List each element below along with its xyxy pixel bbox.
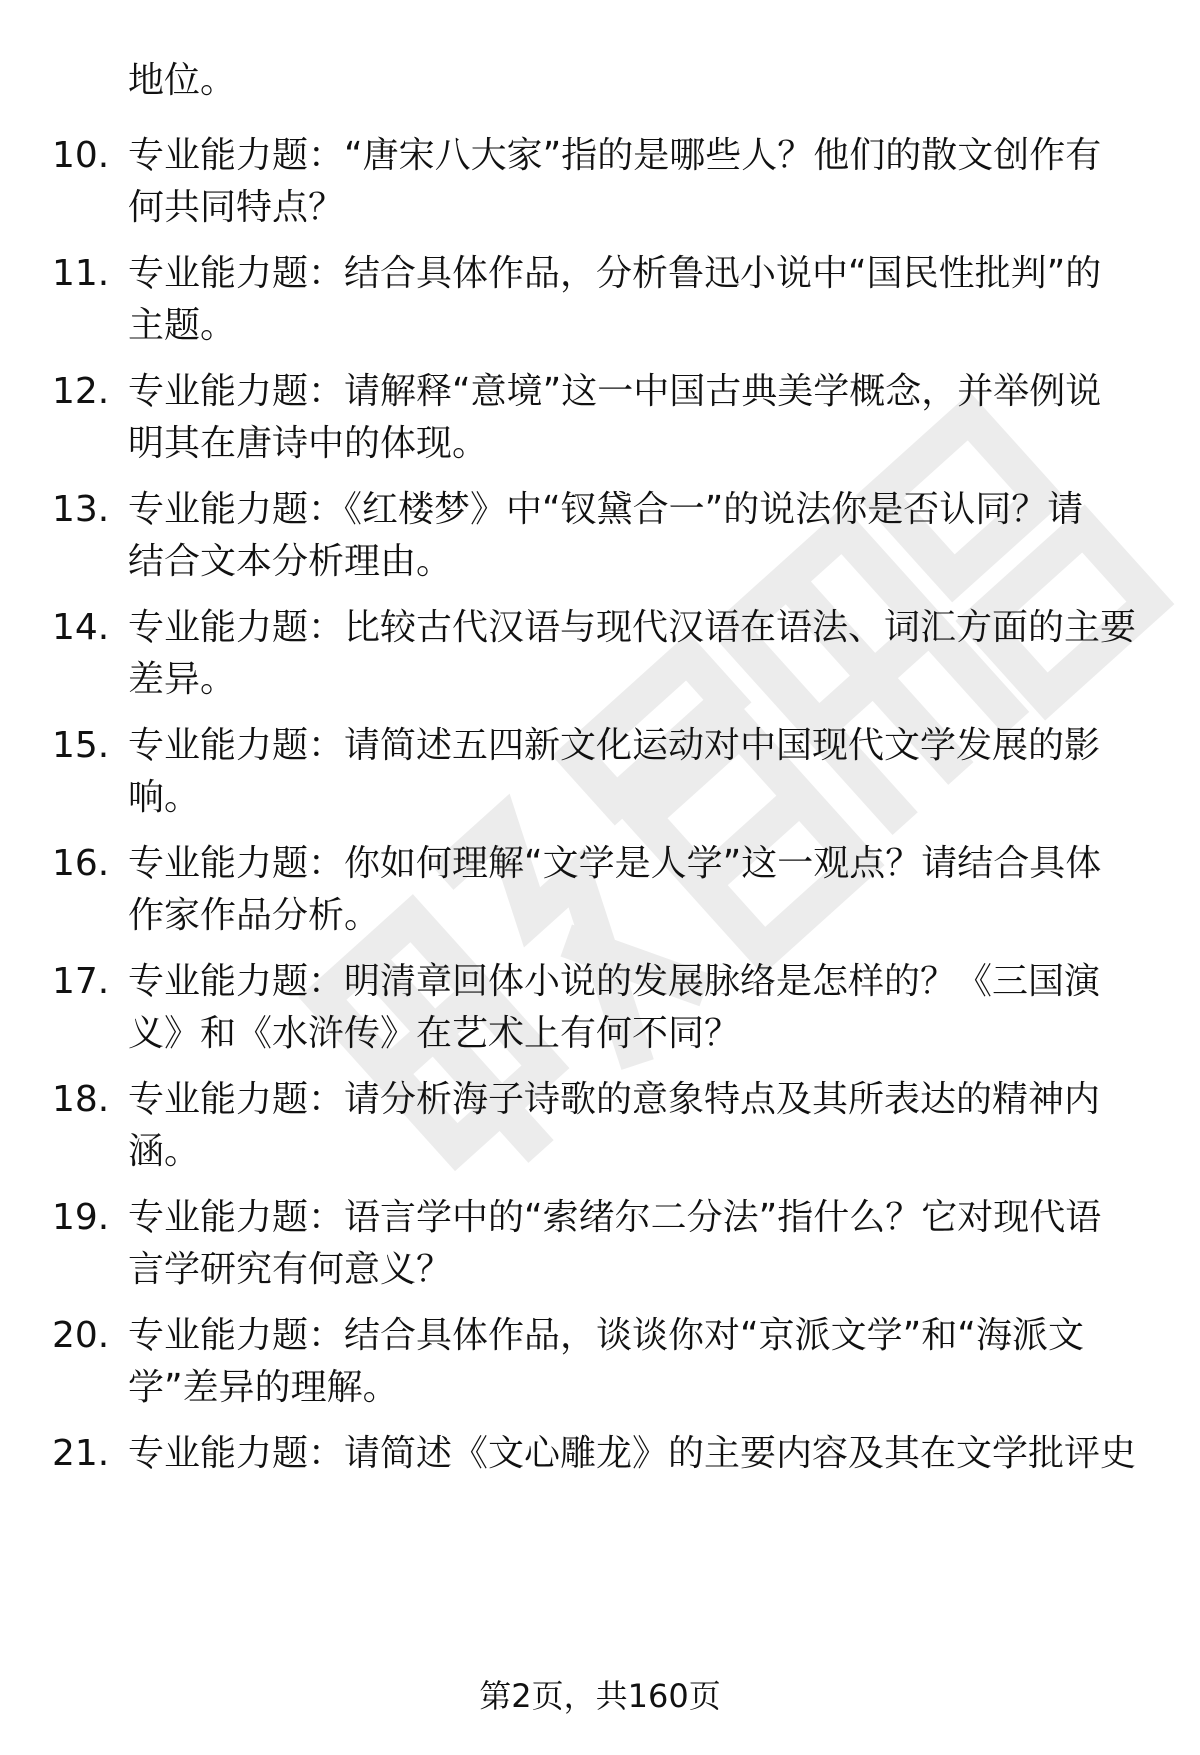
question-text-line: 专业能力题：你如何理解“文学是人学”这一观点？请结合具体: [128, 843, 1102, 884]
question-item: [0, 248, 1200, 358]
question-item: [0, 1428, 1200, 1538]
question-text-line: 主题。: [128, 305, 237, 346]
question-number: 21.: [52, 1433, 110, 1474]
question-text: [128, 130, 1158, 234]
question-number: 14.: [52, 607, 110, 648]
question-item: [0, 1310, 1200, 1420]
question-text-line: 何共同特点？: [128, 187, 345, 228]
question-text-line: 专业能力题：请分析海子诗歌的意象特点及其所表达的精神内: [128, 1079, 1101, 1120]
question-text-line: 专业能力题：请解释“意境”这一中国古典美学概念，并举例说: [128, 371, 1102, 412]
question-number: 18.: [52, 1079, 110, 1120]
question-number: 13.: [52, 489, 110, 530]
question-text: [128, 1428, 1158, 1480]
question-number: 10.: [52, 135, 110, 176]
question-text-line: 作家作品分析。: [128, 895, 381, 936]
question-text: [128, 484, 1158, 588]
question-text-line: 差异。: [128, 659, 237, 700]
question-text-line: 专业能力题：结合具体作品，分析鲁迅小说中“国民性批判”的: [128, 253, 1102, 294]
question-text-line: 专业能力题：《红楼梦》中“钗黛合一”的说法你是否认同？请: [128, 489, 1084, 530]
question-item: [0, 484, 1200, 594]
question-number: 17.: [52, 961, 110, 1002]
question-text-line: 涵。: [128, 1131, 201, 1172]
question-text-line: 专业能力题：比较古代汉语与现代汉语在语法、词汇方面的主要: [128, 607, 1137, 648]
question-text: [128, 1310, 1158, 1414]
question-item: [0, 838, 1200, 948]
question-number: 12.: [52, 371, 110, 412]
question-text-line: 专业能力题：“唐宋八大家”指的是哪些人？他们的散文创作有: [128, 135, 1102, 176]
question-item: [0, 1074, 1200, 1184]
question-number: 15.: [52, 725, 110, 766]
question-text: [128, 838, 1158, 942]
question-number: 11.: [52, 253, 110, 294]
question-text-line: 结合文本分析理由。: [128, 541, 453, 582]
question-text: [128, 1074, 1158, 1178]
question-text-line: 专业能力题：结合具体作品，谈谈你对“京派文学”和“海派文: [128, 1315, 1084, 1356]
question-item: [0, 366, 1200, 476]
question-text-line: 言学研究有何意义？: [128, 1249, 453, 1290]
question-text-line: 专业能力题：请简述《文心雕龙》的主要内容及其在文学批评史: [128, 1433, 1137, 1474]
question-text: [128, 248, 1158, 352]
question-text: [128, 366, 1158, 470]
question-text: [128, 602, 1158, 706]
question-text-line: 专业能力题：明清章回体小说的发展脉络是怎样的？《三国演: [128, 961, 1101, 1002]
page-footer: 第2页，共160页: [479, 1677, 721, 1715]
question-text-line: 专业能力题：请简述五四新文化运动对中国现代文学发展的影: [128, 725, 1101, 766]
question-item: [0, 720, 1200, 830]
question-item: [0, 130, 1200, 240]
question-number: 16.: [52, 843, 110, 884]
question-text-line: 义》和《水浒传》在艺术上有何不同？: [128, 1013, 741, 1054]
question-number: 20.: [52, 1315, 110, 1356]
question-item: [0, 1192, 1200, 1302]
question-text-line: 响。: [128, 777, 201, 818]
question-number: 19.: [52, 1197, 110, 1238]
question-item: [0, 956, 1200, 1066]
question-text-line: 学”差异的理解。: [128, 1367, 399, 1408]
question-text: [128, 956, 1158, 1060]
carry-over-text: 地位。: [128, 60, 237, 101]
question-text-line: 专业能力题：语言学中的“索绪尔二分法”指什么？它对现代语: [128, 1197, 1102, 1238]
question-item: [0, 602, 1200, 712]
question-text-line: 明其在唐诗中的体现。: [128, 423, 489, 464]
question-text: [128, 1192, 1158, 1296]
question-text: [128, 720, 1158, 824]
